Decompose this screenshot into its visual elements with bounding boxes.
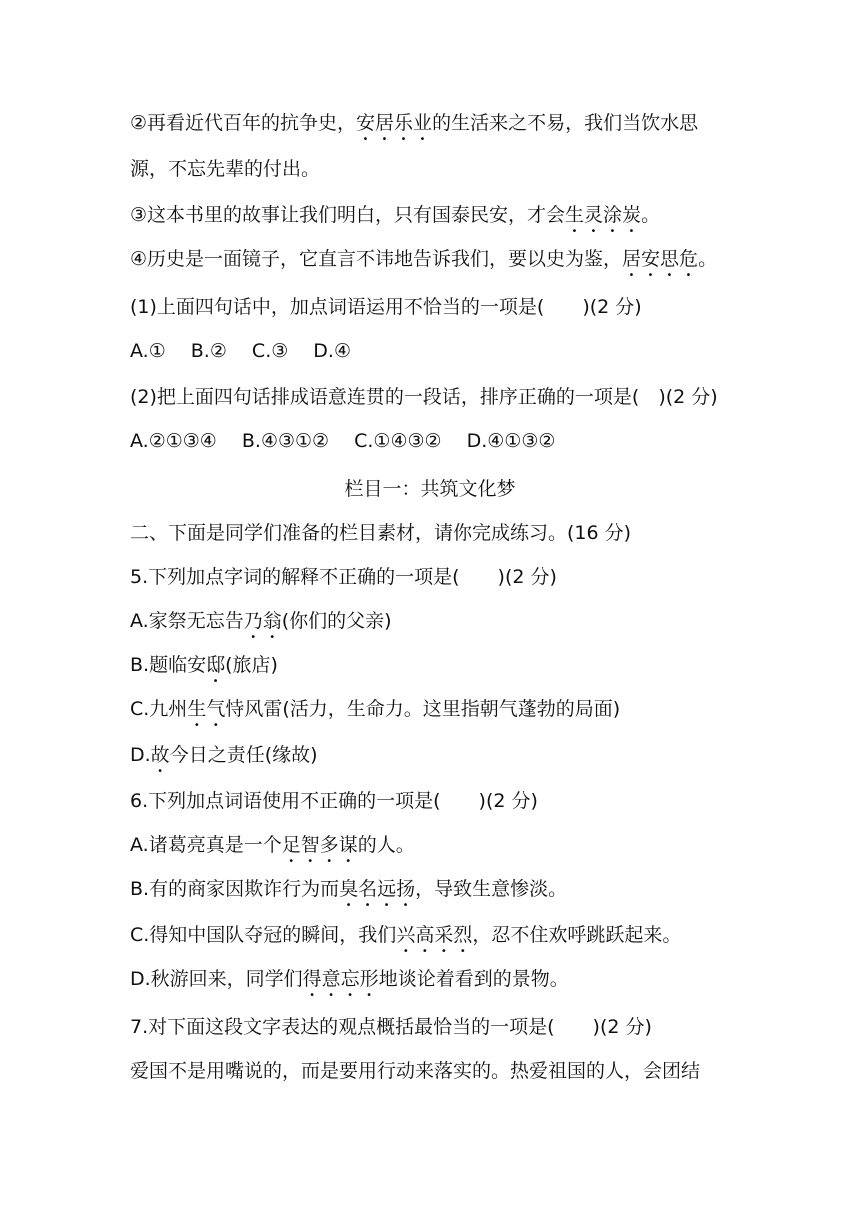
text-segment: 7.对下面这段文字表达的观点概括最恰当的一项是( )(2 分): [130, 1016, 652, 1038]
emphasized-term: 故: [150, 744, 170, 766]
emphasized-term: 生灵涂炭: [565, 204, 642, 226]
text-line: [130, 428, 555, 454]
text-line: [130, 1014, 652, 1040]
text-segment: A.家祭无忘告: [130, 610, 244, 632]
text-segment: 。: [698, 248, 718, 270]
emphasized-term: 居安思危: [622, 248, 699, 270]
text-segment: ，忍不住欢呼跳跃起来。: [472, 924, 682, 946]
text-segment: B.题临安: [130, 654, 207, 676]
emphasized-term: 臭名远扬: [339, 878, 416, 900]
emphasized-term: 足智多谋: [281, 834, 358, 856]
text-segment: 爱国不是用嘴说的，而是要用行动来落实的。热爱祖国的人，会团结: [130, 1060, 701, 1082]
text-segment: (你们的父亲): [281, 610, 392, 632]
text-line: [130, 876, 567, 911]
emphasized-term: 安居乐业: [356, 112, 433, 134]
text-segment: ③这本书里的故事让我们明白，只有国泰民安，才会: [130, 204, 566, 226]
text-segment: D.: [130, 744, 151, 766]
text-segment: (1)上面四句话中，加点词语运用不恰当的一项是( )(2 分): [130, 296, 642, 318]
text-line: [130, 110, 698, 145]
text-segment: 源，不忘先辈的付出。: [130, 158, 321, 180]
text-line: [130, 966, 569, 1001]
text-segment: 的人。: [357, 834, 415, 856]
text-segment: A.②①③④ B.④③①② C.①④③② D.④①③②: [130, 430, 556, 452]
text-segment: B.有的商家因欺诈行为而: [130, 878, 340, 900]
text-line: [130, 384, 718, 410]
text-line: [130, 520, 631, 546]
text-line: [130, 1058, 700, 1084]
text-line: [130, 156, 320, 182]
text-segment: 今日之责任(缘故): [169, 744, 318, 766]
emphasized-term: 兴高采烈: [396, 924, 473, 946]
text-segment: D.秋游回来，同学们: [130, 968, 303, 990]
emphasized-term: 生气: [187, 698, 226, 720]
text-segment: ②再看近代百年的抗争史，: [130, 112, 357, 134]
text-line: [130, 788, 538, 814]
section-heading: [0, 476, 860, 502]
text-segment: C.得知中国队夺冠的瞬间，我们: [130, 924, 397, 946]
text-segment: ④历史是一面镜子，它直言不讳地告诉我们，要以史为鉴，: [130, 248, 623, 270]
text-line: [130, 742, 318, 777]
text-segment: 二、下面是同学们准备的栏目素材，请你完成练习。(16 分): [130, 522, 632, 544]
text-line: [130, 202, 660, 237]
text-segment: 。: [641, 204, 661, 226]
text-segment: 恃风雷(活力，生命力。这里指朝气蓬勃的局面): [225, 698, 621, 720]
text-segment: A.① B.② C.③ D.④: [130, 340, 352, 362]
text-line: [130, 294, 642, 320]
text-segment: ，导致生意惨淡。: [415, 878, 568, 900]
text-segment: (旅店): [225, 654, 278, 676]
text-segment: (2)把上面四句话排成语意连贯的一段话，排序正确的一项是( )(2 分): [130, 386, 718, 408]
text-line: [130, 338, 351, 364]
text-segment: 6.下列加点词语使用不正确的一项是( )(2 分): [130, 790, 538, 812]
text-line: [130, 922, 681, 957]
emphasized-term: 邸: [206, 654, 226, 676]
text-line: [130, 696, 620, 731]
text-line: [130, 608, 392, 643]
text-segment: 5.下列加点字词的解释不正确的一项是( )(2 分): [130, 566, 557, 588]
text-line: [130, 832, 415, 867]
emphasized-term: 得意忘形: [302, 968, 379, 990]
text-segment: 地谈论着看到的景物。: [378, 968, 569, 990]
text-segment: 的生活来之不易，我们当饮水思: [432, 112, 699, 134]
emphasized-term: 乃翁: [243, 610, 282, 632]
text-line: [130, 246, 717, 281]
text-segment: 栏目一：共筑文化梦: [344, 478, 516, 500]
text-line: [130, 652, 278, 687]
text-segment: C.九州: [130, 698, 188, 720]
text-line: [130, 564, 557, 590]
text-segment: A.诸葛亮真是一个: [130, 834, 282, 856]
